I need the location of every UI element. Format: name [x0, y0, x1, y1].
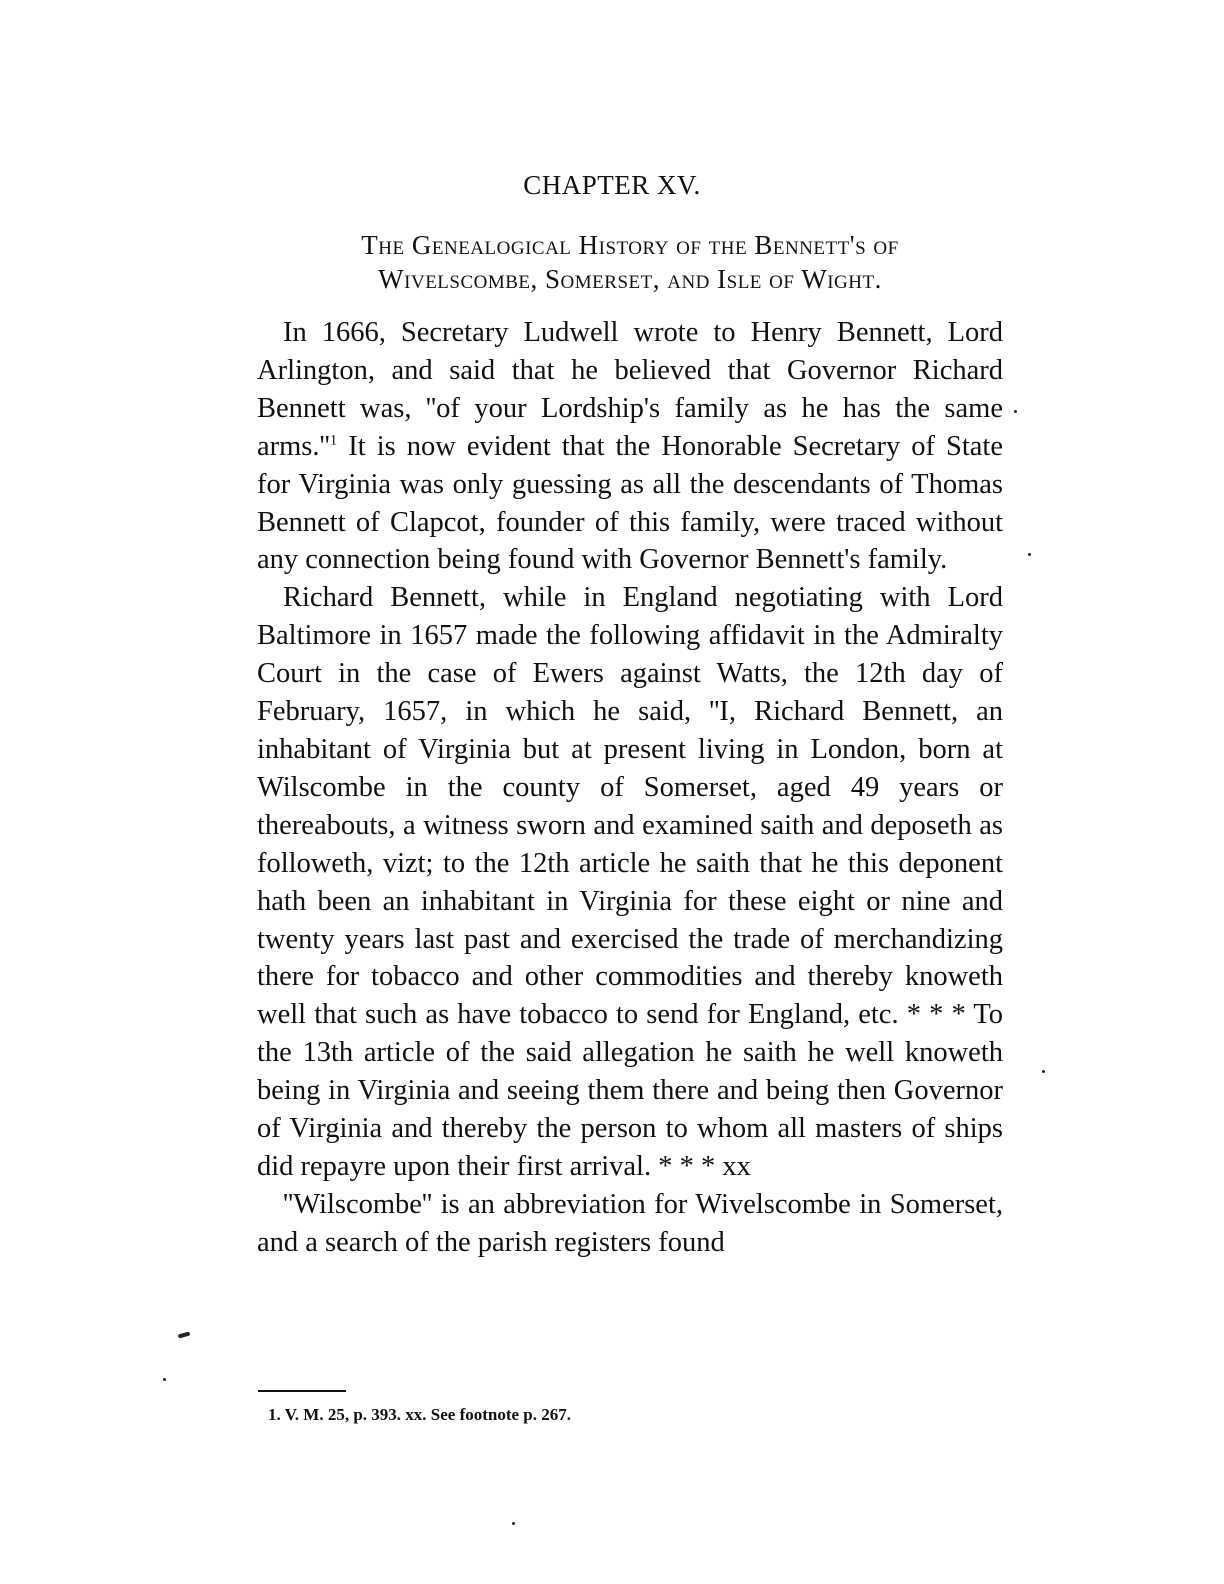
scan-speck	[163, 1378, 166, 1381]
heading-line-2: Wivelscombe, Somerset, and Isle of Wight.	[378, 264, 882, 294]
body-text	[257, 314, 1003, 1262]
scan-speck	[1042, 1070, 1045, 1073]
scan-speck	[178, 1332, 191, 1339]
chapter-title: CHAPTER XV.	[523, 170, 701, 200]
section-heading	[240, 228, 1020, 296]
paragraph-2: Richard Bennett, while in England negotiating with Lord Baltimore in 1657 made the following affidavit in the Admiralty Court in the case of Ewers against Watts, the 12th day of February, 1657, in which he said, ''I, Richard Bennett, an inhabitant of Virginia but at present living in London, born at Wilscombe in the county of Somerset, aged 49 years or thereabouts, a witness sworn and examined saith and deposeth as followeth, vizt; to the 12th article he saith that he this deponent hath been an inhabitant in Virginia for these eight or nine and twenty years last past and exercised the trade of merchandizing there for tobacco and other commodities and thereby knoweth well that such as have tobacco to send for England, etc. * * * To the 13th article of the said allegation he saith he well knoweth being in Virginia and seeing them there and being then Governor of Virginia and thereby the person to whom all masters of ships did repayre upon their first arrival. * * * xx	[257, 582, 1003, 1182]
paragraph-3: ''Wilscombe'' is an abbreviation for Wivelscombe in Somerset, and a search of the parish registers found	[257, 1188, 1003, 1258]
scan-speck	[512, 1522, 515, 1525]
paragraph-1	[257, 314, 1003, 579]
footnote-reference: 1	[329, 432, 338, 449]
scan-speck	[1014, 410, 1017, 413]
footnote-divider	[258, 1390, 346, 1392]
paragraph-1-text-a: In 1666, Secretary Ludwell wrote to Henry Bennett, Lord Arlington, and said that he believed that Governor Richard Bennett was, ''of your Lordship's family as he has the same arms.''	[257, 317, 1003, 462]
heading-line-1: The Genealogical History of the Bennett's of	[361, 230, 899, 260]
paragraph-1-text-b: It is now evident that the Honorable Secretary of State for Virginia was only guessing as all the descendants of Thomas Bennett of Clapcot, founder of this family, were traced without any connection being found with Governor Bennett's family.	[257, 430, 1003, 576]
footnote: 1. V. M. 25, p. 393. xx. See footnote p. 267.	[268, 1405, 572, 1424]
scan-speck	[1028, 553, 1031, 556]
